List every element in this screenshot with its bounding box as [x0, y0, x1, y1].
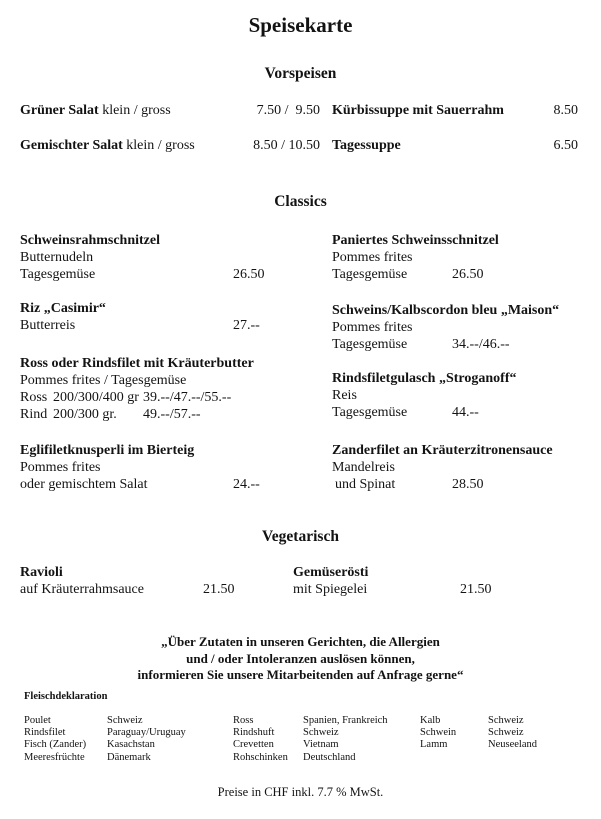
dish-name: [20, 137, 195, 154]
dish-block: [293, 564, 573, 598]
dish-title: Gemüserösti: [293, 565, 369, 580]
dish-portion: 200/300/400 gr: [53, 390, 139, 405]
dish-name-rest: klein / gross: [98, 103, 171, 118]
declaration-row: [24, 739, 224, 751]
meat-origin: Neuseeland: [488, 739, 537, 751]
dish-price: 24.--: [233, 477, 260, 492]
section-heading-vegetarisch: Vegetarisch: [262, 528, 339, 545]
dish-name: [20, 102, 171, 119]
dish-side: Butterreis: [20, 318, 76, 333]
dish-side: Pommes frites: [20, 460, 101, 475]
dish-price: 44.--: [452, 405, 479, 420]
declaration-row: [233, 752, 413, 764]
dish-price: 8.50: [553, 103, 578, 118]
dish-side-with-price: [332, 404, 592, 421]
dish-side-with-price: [20, 581, 300, 598]
dish-side: Reis: [332, 388, 357, 403]
meat-item: Lamm: [420, 739, 448, 751]
declaration-row: [233, 715, 413, 727]
dish-block: [332, 302, 592, 353]
dish-title: Rindsfiletgulasch „Stroganoff“: [332, 371, 517, 386]
dish-price: 28.50: [452, 477, 484, 492]
dish-title: Zanderfilet an Kräuterzitronensauce: [332, 443, 553, 458]
meat-item: Crevetten: [233, 739, 274, 751]
dish-side-with-price: [20, 476, 330, 493]
declaration-row: [24, 727, 224, 739]
dish-price: 26.50: [452, 267, 484, 282]
dish-title: Schweinsrahmschnitzel: [20, 233, 160, 248]
meat-origin: Schweiz: [488, 715, 524, 726]
vorspeisen-row: [0, 137, 601, 155]
dish-title: Schweins/Kalbscordon bleu „Maison“: [332, 303, 560, 318]
dish-portion: 200/300 gr.: [53, 407, 117, 422]
meat-item: Meeresfrüchte: [24, 751, 85, 763]
meat-origin: Schweiz: [107, 715, 143, 726]
dish-price: 39.--/47.--/55.--: [143, 390, 232, 405]
dish-name: Tagessuppe: [332, 138, 401, 153]
dish-title: Eglifiletknusperli im Bierteig: [20, 443, 195, 458]
dish-side: oder gemischtem Salat: [20, 477, 148, 492]
dish-block: [332, 370, 592, 421]
dish-title: Ravioli: [20, 565, 63, 580]
price-footer: Preise in CHF inkl. 7.7 % MwSt.: [217, 785, 384, 799]
section-heading-classics: Classics: [274, 193, 327, 210]
page-title: Speisekarte: [248, 13, 353, 37]
meat-item: Rindsfilet: [24, 727, 66, 739]
dish-price: 21.50: [203, 582, 235, 597]
dish-block: [20, 442, 330, 493]
dish-side: Tagesgemüse: [332, 337, 408, 352]
allergy-note-line-3: informieren Sie unsere Mitarbeitenden auf Anfrage gerne“: [137, 667, 464, 682]
dish-side: Pommes frites: [332, 250, 413, 265]
dish-price: 34.--/46.--: [452, 337, 510, 352]
meat-item: Fisch (Zander): [24, 739, 87, 751]
dish-name-rest: klein / gross: [122, 138, 195, 153]
dish-variant: Ross: [20, 390, 48, 405]
dish-side-with-price: [20, 317, 330, 334]
declaration-row: [420, 739, 590, 751]
dish-price: 6.50: [553, 138, 578, 153]
dish-title: Riz „Casimir“: [20, 301, 106, 316]
dish-price: 8.50 / 10.50: [253, 138, 320, 153]
meat-origin: Kasachstan: [107, 739, 155, 751]
dish-side-with-price: [293, 581, 573, 598]
meat-origin: Dänemark: [107, 751, 151, 763]
declaration-row: [420, 715, 590, 727]
dish-price: 49.--/57.--: [143, 407, 201, 422]
dish-side-with-price: [332, 476, 592, 493]
dish-block: [332, 232, 592, 283]
meat-item: Kalb: [420, 715, 441, 726]
dish-side: Tagesgemüse: [332, 405, 408, 420]
meat-origin: Schweiz: [488, 727, 524, 739]
section-heading-vorspeisen: Vorspeisen: [264, 65, 337, 82]
declaration-column-2: [233, 715, 413, 764]
dish-side: mit Spiegelei: [293, 582, 368, 597]
meat-item: Poulet: [24, 715, 51, 726]
declaration-row: [233, 727, 413, 739]
dish-side-with-price: [332, 266, 592, 283]
dish-size-row: [20, 406, 330, 423]
meat-origin: Spanien, Frankreich: [303, 715, 388, 726]
vorspeisen-row: [0, 102, 601, 120]
meat-origin: Vietnam: [303, 739, 339, 751]
dish-block: [20, 232, 330, 283]
dish-side: und Spinat: [335, 477, 396, 492]
dish-name-bold: Grüner Salat: [20, 103, 99, 118]
dish-name: Kürbissuppe mit Sauerrahm: [332, 103, 504, 118]
dish-side-with-price: [332, 336, 592, 353]
meat-item: Ross: [233, 715, 254, 726]
dish-block: [20, 355, 330, 423]
dish-side: Tagesgemüse: [20, 267, 96, 282]
declaration-column-3: [420, 715, 590, 752]
dish-side: Butternudeln: [20, 250, 94, 265]
dish-price: 21.50: [460, 582, 492, 597]
dish-block: [332, 442, 592, 493]
declaration-heading: Fleischdeklaration: [24, 691, 108, 702]
declaration-row: [233, 739, 413, 751]
dish-title: Ross oder Rindsfilet mit Kräuterbutter: [20, 356, 254, 371]
meat-origin: Paraguay/Uruguay: [107, 727, 186, 739]
declaration-row: [24, 752, 224, 764]
dish-price: 7.50 / 9.50: [256, 103, 320, 118]
declaration-row: [24, 715, 224, 727]
declaration-row: [420, 727, 590, 739]
allergy-note-line-1: „Über Zutaten in unseren Gerichten, die Allergien: [161, 634, 440, 649]
meat-origin: Deutschland: [303, 751, 356, 763]
allergy-note-line-2: und / oder Intoleranzen auslösen können,: [186, 650, 415, 666]
meat-item: Rohschinken: [233, 751, 288, 763]
dish-title: Paniertes Schweinsschnitzel: [332, 233, 499, 248]
dish-side: Pommes frites / Tagesgemüse: [20, 373, 187, 388]
meat-item: Rindshuft: [233, 727, 275, 739]
dish-variant: Rind: [20, 407, 48, 422]
dish-block: [20, 300, 330, 334]
dish-side: Mandelreis: [332, 460, 395, 475]
dish-side-with-price: [20, 266, 330, 283]
dish-price: 27.--: [233, 318, 260, 333]
dish-side: Tagesgemüse: [332, 267, 408, 282]
dish-side: auf Kräuterrahmsauce: [20, 582, 144, 597]
dish-size-row: [20, 389, 330, 406]
meat-origin: Schweiz: [303, 727, 339, 739]
dish-name-bold: Gemischter Salat: [20, 138, 123, 153]
dish-price: 26.50: [233, 267, 265, 282]
dish-block: [20, 564, 300, 598]
meat-item: Schwein: [420, 727, 457, 739]
declaration-column-1: [24, 715, 224, 764]
dish-side: Pommes frites: [332, 320, 413, 335]
